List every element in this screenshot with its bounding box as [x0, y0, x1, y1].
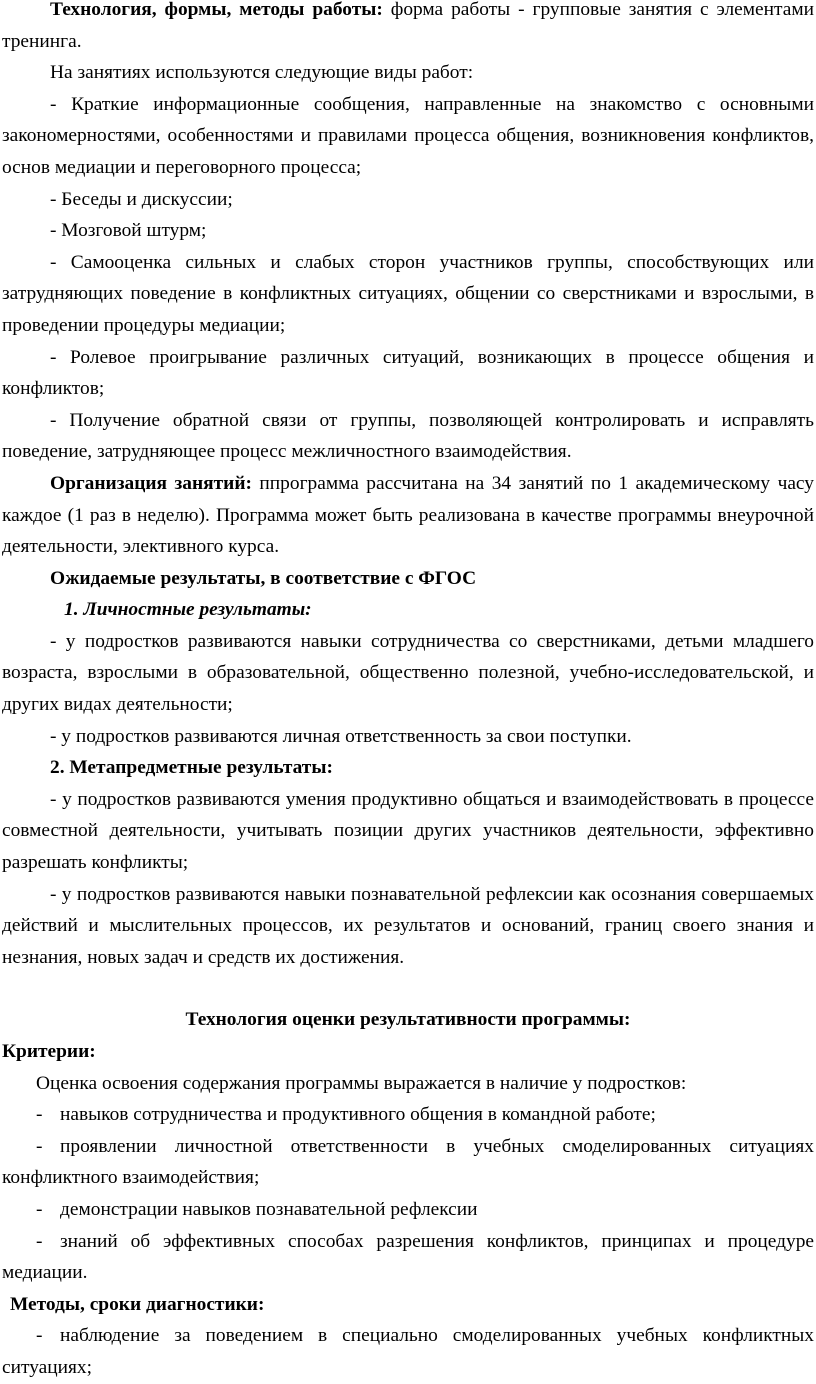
work-item: - Ролевое проигрывание различных ситуаций, возникающих в процессе общения и конфликтов;: [2, 346, 814, 400]
expected-results-heading: Ожидаемые результаты, в соответствие с ФГОС: [50, 567, 477, 589]
tech-text: форма работы - групповые занятия с элементами тренинга.: [2, 0, 814, 52]
dash-marker: -: [36, 1198, 43, 1220]
work-item: - Краткие информационные сообщения, направленные на знакомство с основными закономерностями, особенностями и правилами процесса общения, возникновения конфликтов, основ медиации и переговорного процесса;: [2, 93, 814, 178]
meta-result-item: - у подростков развиваются умения продуктивно общаться и взаимодействовать в процессе совместной деятельности, учитывать позиции других участников деятельности, эффективно разрешать конфликты;: [2, 788, 814, 874]
work-item: - Беседы и дискуссии;: [50, 188, 233, 210]
criteria-item-text: демонстрации навыков познавательной рефлексии: [60, 1198, 478, 1220]
criteria-intro: Оценка освоения содержания программы выражается в наличие у подростков:: [36, 1072, 687, 1094]
tech-label: Технология, формы, методы работы:: [50, 0, 383, 20]
assessment-heading: Технология оценки результативности программы:: [185, 1009, 631, 1031]
criteria-item: [2, 1226, 814, 1289]
methods-heading: Методы, сроки диагностики:: [10, 1293, 265, 1315]
dash-marker: -: [36, 1230, 43, 1252]
personal-result-item: - у подростков развиваются личная ответственность за свои поступки.: [50, 725, 632, 747]
meta-results-heading: 2. Метапредметные результаты:: [50, 757, 333, 779]
methods-item: [2, 1320, 814, 1383]
criteria-item: [2, 1194, 814, 1226]
criteria-item-text: навыков сотрудничества и продуктивного общения в командной работе;: [60, 1104, 656, 1126]
criteria-item: [2, 1099, 814, 1131]
dash-marker: -: [36, 1325, 43, 1347]
meta-result-item: - у подростков развиваются навыки познавательной рефлексии как осознания совершаемых действий и мыслительных процессов, их результатов и оснований, границ своего знания и незнания, новых задач и средств их достижения.: [2, 883, 814, 968]
dash-marker: -: [36, 1104, 43, 1126]
org-text: ппрограмма рассчитана на 34 занятий по 1 академическому часу каждое (1 раз в неделю). Программа может быть реализована в качестве программы внеурочной деятельности, элективного курса.: [2, 472, 814, 558]
work-item: - Получение обратной связи от группы, позволяющей контролировать и исправлять поведение, затрудняющее процесс межличностного взаимодействия.: [2, 409, 814, 463]
criteria-item: [2, 1131, 814, 1194]
spacer: [2, 973, 814, 1004]
tech-paragraph: [2, 0, 814, 57]
work-intro: На занятиях используются следующие виды работ:: [50, 62, 474, 84]
org-label: Организация занятий:: [50, 472, 252, 494]
work-item: - Самооценка сильных и слабых сторон участников группы, способствующих или затрудняющих поведение в конфликтных ситуациях, общении со сверстниками и взрослыми, в проведении процедуры медиации;: [2, 251, 814, 336]
personal-result-item: - у подростков развиваются навыки сотрудничества со сверстниками, детьми младшего возраста, взрослыми в образовательной, общественно полезной, учебно-исследовательской, и других видах деятельности;: [2, 630, 814, 716]
criteria-heading: Критерии:: [2, 1041, 96, 1062]
criteria-item-text: проявлении личностной ответственности в учебных смоделированных ситуациях конфликтного взаимодействия;: [2, 1135, 814, 1189]
dash-marker: -: [36, 1135, 43, 1157]
org-paragraph: [2, 468, 814, 563]
methods-item-text: наблюдение за поведением в специально смоделированных учебных конфликтных ситуациях;: [2, 1325, 814, 1378]
personal-results-heading: 1. Личностные результаты:: [64, 599, 312, 621]
criteria-item-text: знаний об эффективных способах разрешения конфликтов, принципах и процедуре медиации.: [2, 1230, 814, 1284]
work-item: - Мозговой штурм;: [50, 220, 207, 242]
